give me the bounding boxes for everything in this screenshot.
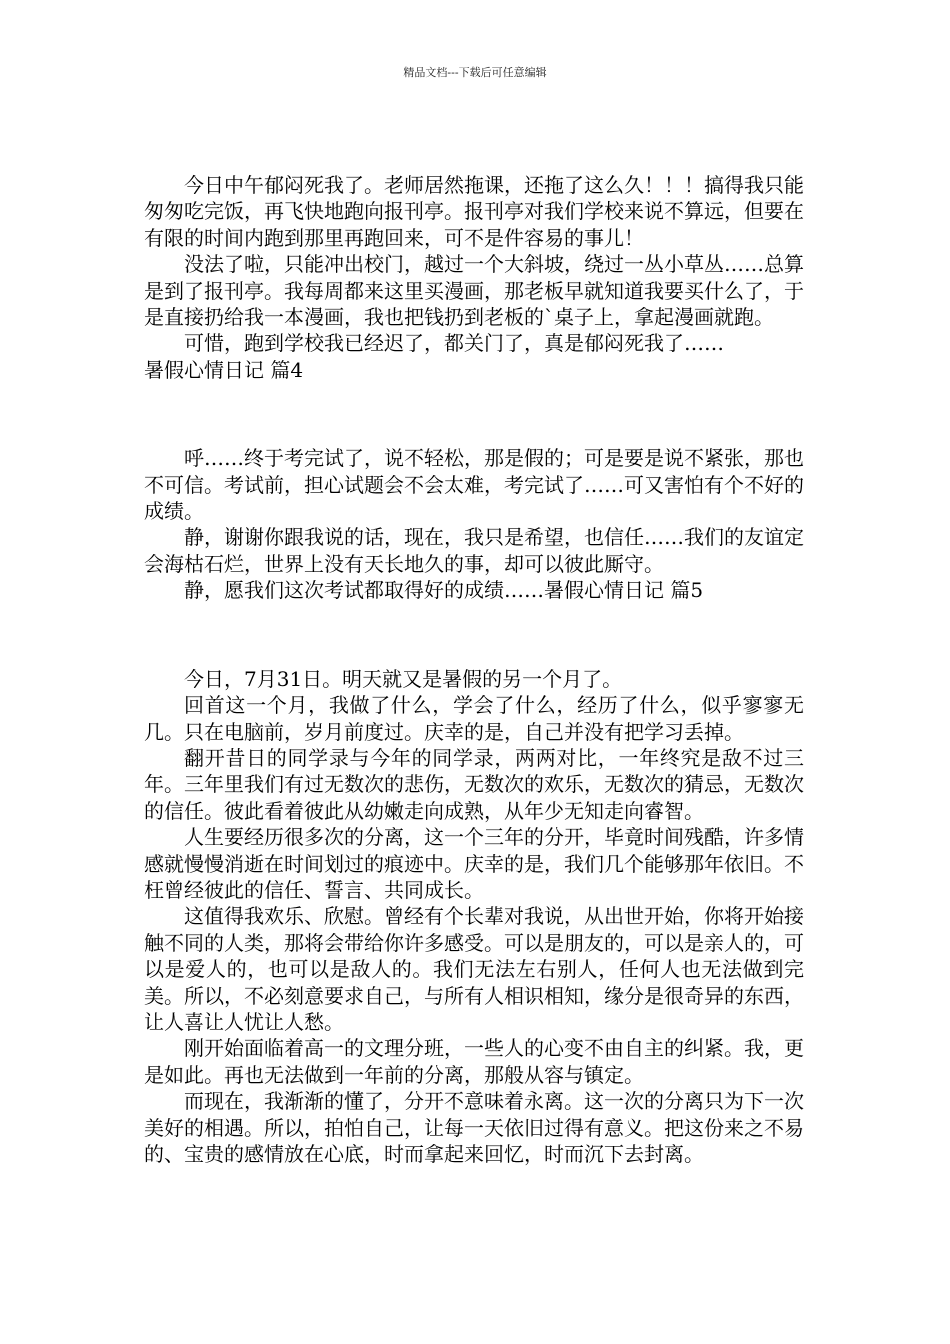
paragraph: 没法了啦，只能冲出校门，越过一个大斜坡，绕过一丛小草丛……总算是到了报刊亭。我每周都来这里买漫画，那老板早就知道我要买什么了，于是直接扔给我一本漫画，我也把钱扔到老板的`桌子上，拿起漫画就跑。 — [144, 252, 804, 330]
paragraph: 这值得我欢乐、欣慰。曾经有个长辈对我说，从出世开始，你将开始接触不同的人类，那将会带给你许多感受。可以是朋友的，可以是亲人的，可以是爱人的，也可以是敌人的。我们无法左右别人，任何人也无法做到完美。所以，不必刻意要求自己，与所有人相识相知，缘分是很奇异的东西，让人喜让人忧让人愁。 — [144, 904, 804, 1034]
paragraph: 今日中午郁闷死我了。老师居然拖课，还拖了这么久！！！搞得我只能匆匆吃完饭，再飞快地跑向报刊亭。报刊亭对我们学校来说不算远，但要在有限的时间内跑到那里再跑回来，可不是件容易的事儿！ — [144, 173, 804, 250]
paragraph: 静，谢谢你跟我说的话，现在，我只是希望，也信任……我们的友谊定会海枯石烂，世界上没有天长地久的事，却可以彼此厮守。 — [144, 525, 804, 576]
paragraph: 翻开昔日的同学录与今年的同学录，两两对比，一年终究是敌不过三年。三年里我们有过无数次的悲伤，无数次的欢乐，无数次的猜忌，无数次的信任。彼此看着彼此从幼嫩走向成熟，从年少无知走向睿智。 — [144, 745, 804, 823]
spacer — [144, 383, 804, 445]
paragraph: 可惜，跑到学校我已经迟了，都关门了，真是郁闷死我了…… — [184, 331, 724, 356]
paragraph: 回首这一个月，我做了什么，学会了什么，经历了什么，似乎寥寥无几。只在电脑前，岁月前度过。庆幸的是，自己并没有把学习丢掉。 — [144, 693, 804, 744]
document-body — [144, 172, 804, 1167]
paragraph: 今日，7月31日。明天就又是暑假的另一个月了。 — [184, 666, 623, 691]
paragraph: 呼……终于考完试了，说不轻松，那是假的；可是要是说不紧张，那也不可信。考试前，担心试题会不会太难，考完试了……可又害怕有个不好的成绩。 — [144, 446, 804, 524]
paragraph: 而现在，我渐渐的懂了，分开不意味着永离。这一次的分离只为下一次美好的相遇。所以，拍怕自己，让每一天依旧过得有意义。把这份来之不易的、宝贵的感情放在心底，时而拿起来回忆，时而沉下去封离。 — [144, 1089, 804, 1166]
section-title: 暑假心情日记 篇4 — [144, 357, 304, 382]
spacer — [144, 604, 804, 666]
paragraph: 人生要经历很多次的分离，这一个三年的分开，毕竟时间残酷，许多情感就慢慢消逝在时间划过的痕迹中。庆幸的是，我们几个能够那年依旧。不枉曾经彼此的信任、誓言、共同成长。 — [144, 825, 804, 902]
paragraph: 静，愿我们这次考试都取得好的成绩……暑假心情日记 篇5 — [184, 578, 704, 603]
paragraph: 刚开始面临着高一的文理分班，一些人的心变不由自主的纠紧。我，更是如此。再也无法做到一年前的分离，那般从容与镇定。 — [144, 1036, 804, 1087]
page-header: 精品文档---下载后可任意编辑 — [403, 66, 547, 79]
